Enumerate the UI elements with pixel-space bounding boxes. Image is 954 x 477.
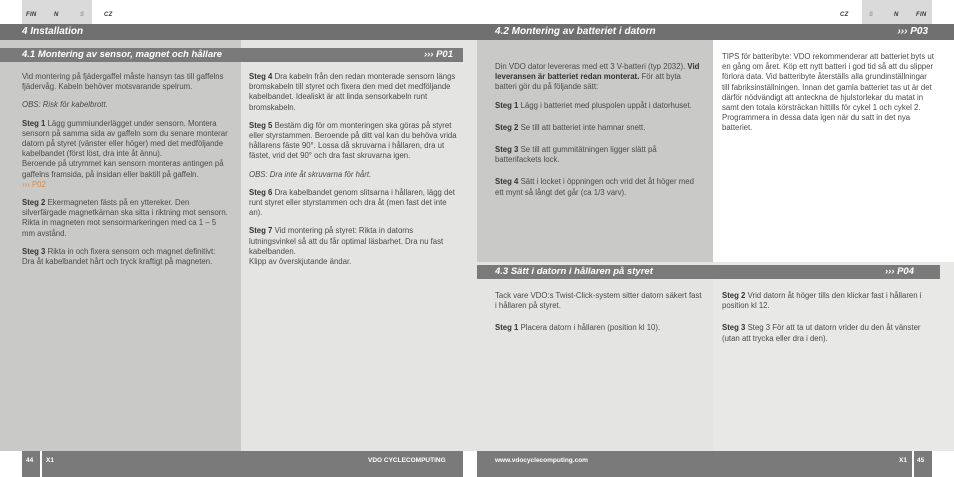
website-url[interactable]: www.vdocyclecomputing.com <box>495 457 588 464</box>
model-name: X1 <box>899 457 907 464</box>
battery-tips: TIPS för batteribyte: VDO rekommenderar att batteriet byts ut en gång om året. Köp ett nytt batteri i god tid så att du slipper förlora data. Vid batteribyte återställs alla grundinställningar till fabriksinställningen. Innan det gamla batteriet tas ut är det därför nödvändigt att anteckna de hjulstorlekar du matat in samt den totala körsträckan hittills för cykel 1 och cykel 2. Programmera in dessa data igen när du satt in det nya batteriet. <box>722 52 934 133</box>
section-title: 4 Installation <box>22 26 84 37</box>
subsection-ref[interactable]: ››› P04 <box>884 266 914 277</box>
step-3: Steg 3 Se till att gummitätningen ligger slätt på batterifackets lock. <box>495 145 657 165</box>
lang-s[interactable]: S <box>80 12 85 18</box>
subsection-title: 4.1 Montering av sensor, magnet och hållare <box>22 49 223 60</box>
step-4: Steg 4 Dra kabeln från den redan monterade sensorn längs bromskabeln till styret och fixera den med det medföljande kabelbandet. Idealiskt är att linda sensorkabeln runt bromskabeln. <box>249 72 456 112</box>
language-strip <box>0 0 477 24</box>
step-7: Steg 7 Vid montering på styret: Rikta in datorns lutningsvinkel så att du får optimal läsbarhet. Dra nu fast kabelbanden. Klipp av överskjutande ändar. <box>249 226 444 267</box>
footer-divider <box>40 451 42 477</box>
model-name: X1 <box>46 457 54 464</box>
section-title: 4.2 Montering av batteriet i datorn <box>495 26 656 37</box>
warning-note: OBS: Dra inte åt skruvarna för hårt. <box>249 169 372 179</box>
footer-bar <box>22 451 463 477</box>
column-b-text <box>249 72 459 275</box>
step-6: Steg 6 Dra kabelbandet genom slitsarna i hållaren, lägg det runt styret eller styrstammen och dra åt (men fast det inte an). <box>249 187 455 218</box>
lang-s[interactable]: S <box>869 12 874 18</box>
language-strip <box>477 0 954 24</box>
brand-name: VDO CYCLECOMPUTING <box>368 457 446 464</box>
paragraph: Vid montering på fjädergaffel måste hansyn tas till gaffelns fjädervåg. Kabeln behöver motsvarande spelrum. <box>22 72 224 92</box>
step-3: Steg 3 Rikta in och fixera sensorn och magnet definitivt: Dra åt kabelbandet hårt och tryck kraftigt på magneten. <box>22 246 216 267</box>
paragraph: Tack vare VDO:s Twist-Click-system sitter datorn säkert fast i hållaren på styret. <box>495 291 702 311</box>
lang-n[interactable]: N <box>54 12 59 18</box>
section-bar <box>477 24 954 40</box>
step-1: Steg 1 Lägg i batteriet med pluspolen uppåt i datorhuset. <box>495 100 692 110</box>
subsection-bar <box>477 265 940 279</box>
footer-bar <box>477 451 932 477</box>
step-1: Steg 1 Placera datorn i hållaren (position kl 10). <box>495 323 661 333</box>
subsection-ref[interactable]: ››› P01 <box>423 49 453 60</box>
lang-n[interactable]: N <box>894 12 899 18</box>
battery-text <box>495 62 703 206</box>
step-3: Steg 3 Steg 3 För att ta ut datorn vrider du den åt vänster (utan att trycka eller dra i den). <box>722 323 921 343</box>
paragraph: Din VDO dator levereras med ett 3 V-batteri (typ 2032). Vid leveransen är batteriet redan monterat. För att byta batteri gör du på följande sätt: <box>495 62 700 92</box>
subsection-bar <box>0 48 463 62</box>
warning-note: OBS: Risk för kabelbrott. <box>22 100 108 110</box>
step-2: Steg 2 Ekermagneten fästs på en yttereker. Den silverfärgade magnetkärnan ska sitta i riktning mot sensorn. Rikta in magneten mot sensormarkeringen med ca 1 – 5 mm avstånd. <box>22 198 228 238</box>
right-page <box>477 0 954 477</box>
step-2: Steg 2 Vrid datorn åt höger tills den klickar fast i hållaren i position kl 12. <box>722 291 922 311</box>
mount-text-b <box>722 291 934 352</box>
lang-cz[interactable]: CZ <box>104 12 113 18</box>
lang-cz[interactable]: CZ <box>840 12 849 18</box>
step-1: Steg 1 Lägg gummiunderlägget under sensorn. Montera sensorn på samma sida av gaffeln som du senare monterar datorn på styret (vänster eller höger) med det medföljande kabelbandet (först löst, dra inte åt ännu). Beroende på utrymmet kan sensorn monteras antingen på gaffelns framsida, på insidan eller baktill på gaffeln. ››› P02 <box>22 118 228 189</box>
step-2: Steg 2 Se till att batteriet inte hamnar snett. <box>495 122 646 132</box>
section-ref[interactable]: ››› P03 <box>897 26 928 37</box>
lang-fin[interactable]: FIN <box>26 12 37 18</box>
lang-fin[interactable]: FIN <box>916 12 927 18</box>
step-4: Steg 4 Sätt i locket i öppningen och vrid det åt höger med ett mynt så långt det går (ca 1/3 varv). <box>495 177 694 197</box>
subsection-title: 4.3 Sätt i datorn i hållaren på styret <box>495 266 653 277</box>
footer-divider <box>912 451 914 477</box>
column-a-text <box>22 72 228 275</box>
step-5: Steg 5 Bestäm dig för om monteringen ska göras på styret eller styrstammen. Beroende på ditt val kan du behöva vrida hållarens fäste 90°. Lossa då skruvarna i hållaren, dra ut fästet, vrid det 90° och dra fast skruvarna igen. <box>249 120 457 161</box>
page-number: 44 <box>26 457 34 464</box>
section-bar <box>0 24 477 40</box>
mount-text-a <box>495 291 703 342</box>
page-number: 45 <box>917 457 925 464</box>
figure-ref-link[interactable]: ››› P02 <box>22 179 46 189</box>
